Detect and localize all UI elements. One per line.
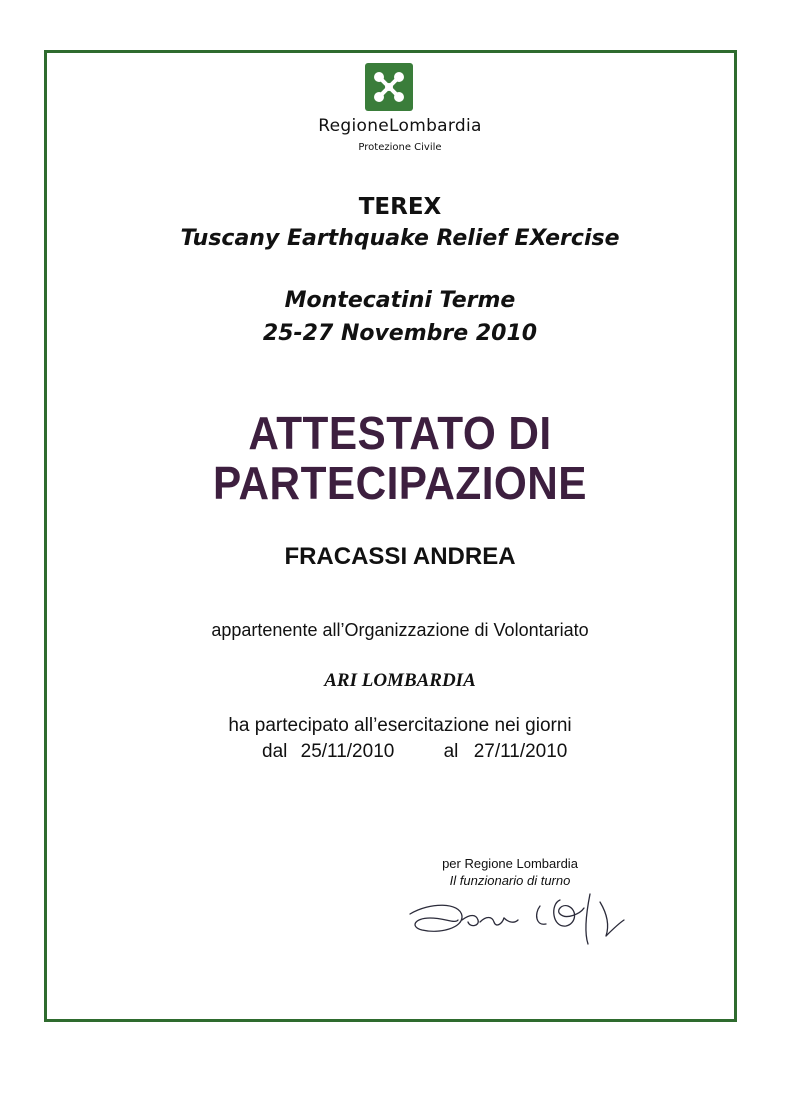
- department-name: Protezione Civile: [358, 142, 442, 153]
- signature-role: Il funzionario di turno: [449, 873, 571, 888]
- belonging-text: appartenente all’Organizzazione di Volontariato: [211, 620, 589, 640]
- participation-dates: [262, 741, 567, 763]
- organization-name: RegioneLombardia: [318, 116, 482, 136]
- event-dates: 25-27 Novembre 2010: [262, 321, 538, 346]
- handwritten-signature: [400, 884, 640, 954]
- certificate-title-line1: ATTESTATO DI: [248, 407, 552, 459]
- event-name: Tuscany Earthquake Relief EXercise: [180, 226, 620, 251]
- event-place: Montecatini Terme: [284, 288, 516, 313]
- to-date: 27/11/2010: [473, 741, 568, 762]
- association-name: ARI LOMBARDIA: [324, 670, 476, 691]
- certificate-title-line2: PARTECIPAZIONE: [212, 457, 588, 509]
- to-label: al: [443, 741, 459, 762]
- participant-name: FRACASSI ANDREA: [284, 543, 516, 570]
- participation-text: ha partecipato all’esercitazione nei giorni: [228, 715, 572, 736]
- signature-issuer: per Regione Lombardia: [442, 856, 578, 871]
- from-date: 25/11/2010: [300, 741, 395, 762]
- event-code: TEREX: [358, 194, 442, 220]
- regione-lombardia-logo-icon: [365, 63, 413, 111]
- from-label: dal: [262, 741, 288, 762]
